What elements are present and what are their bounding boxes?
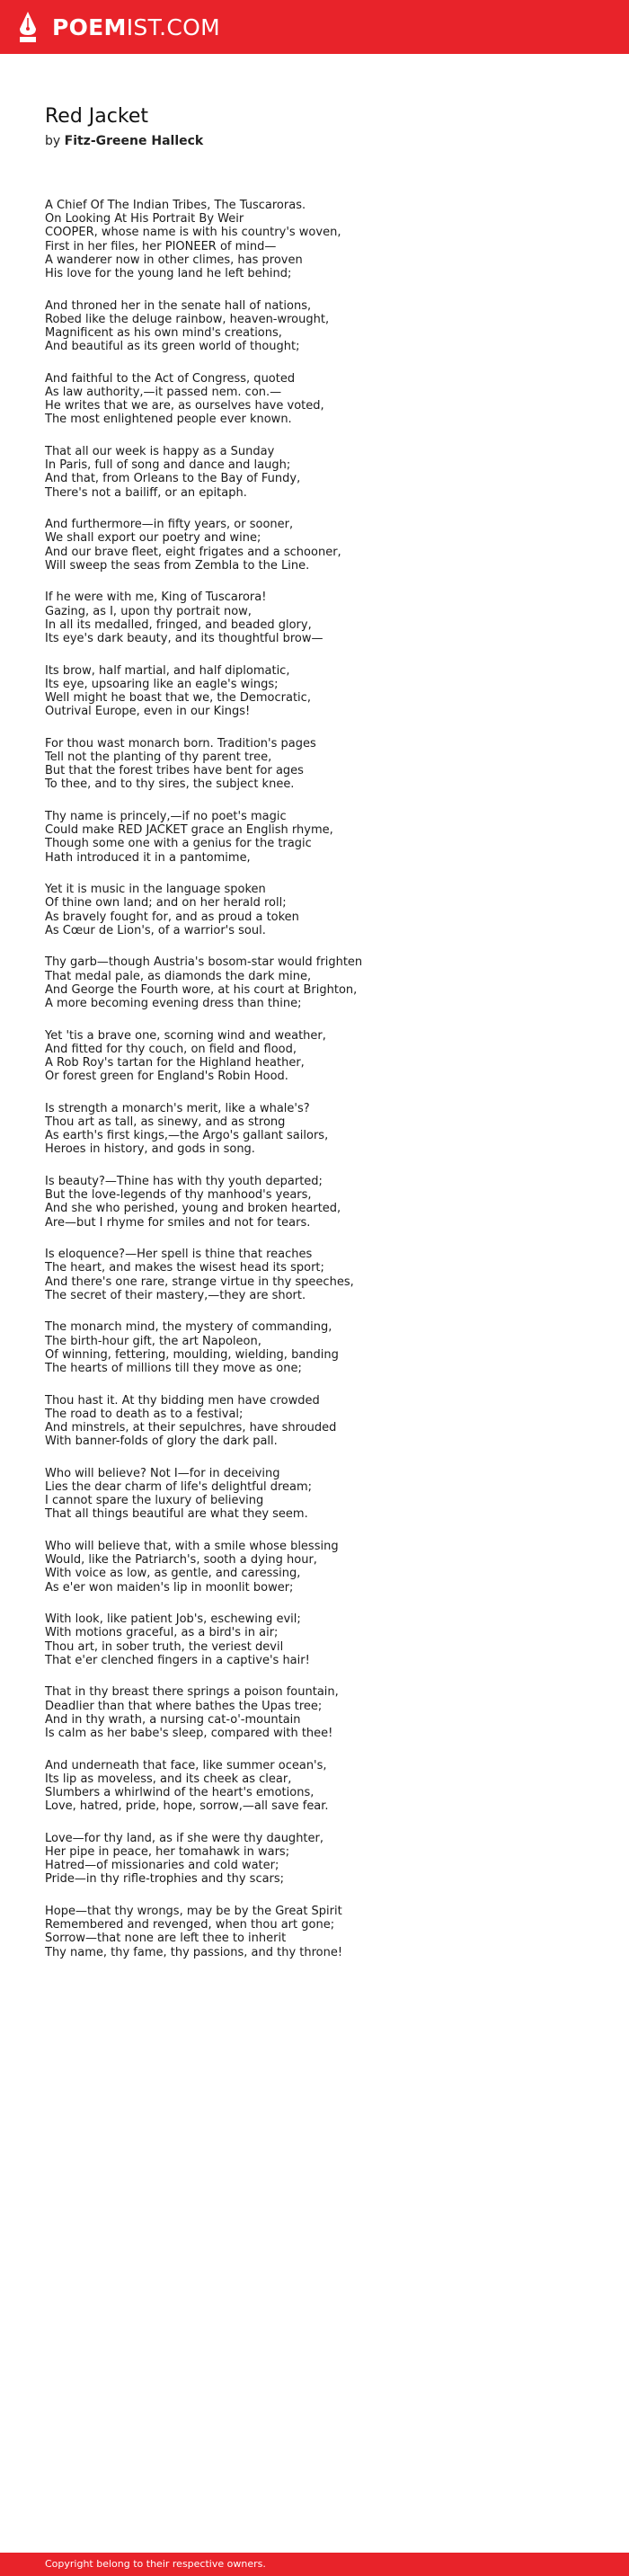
poem-header	[45, 103, 602, 150]
poem-line: A Rob Roy's tartan for the Highland heather,	[45, 1056, 305, 1070]
poem-line: As law authority,—it passed nem. con.—	[45, 386, 282, 400]
poem-line: Thou art as tall, as sinewy, and as strong	[45, 1115, 286, 1130]
poem-line: Lies the dear charm of life's delightful dream;	[45, 1480, 313, 1495]
poem-line: Hope—that thy wrongs, may be by the Great Spirit	[45, 1905, 342, 1919]
poem-stanza	[45, 883, 602, 937]
poem-line: But that the forest tribes have bent for ages	[45, 764, 304, 778]
poem-stanza	[45, 1540, 602, 1594]
poem-line: Remembered and revenged, when thou art gone;	[45, 1918, 335, 1932]
poem-line: Love, hatred, pride, hope, sorrow,—all save fear.	[45, 1799, 329, 1814]
quill-pen-icon	[16, 11, 40, 43]
poem-stanza	[45, 199, 602, 280]
poem-body	[45, 199, 602, 1959]
poem-line: To thee, and to thy sires, the subject knee.	[45, 777, 295, 792]
poem-line: In all its medalled, fringed, and beaded glory,	[45, 617, 312, 632]
poem-line: Could make RED JACKET grace an English rhyme,	[45, 823, 333, 838]
poem-line: His love for the young land he left behind;	[45, 267, 292, 281]
poem-line: Who will believe that, with a smile whose blessing	[45, 1540, 339, 1554]
poem-line: Outrival Europe, even in our Kings!	[45, 705, 251, 719]
poem-line: Love—for thy land, as if she were thy daughter,	[45, 1831, 324, 1845]
poem-line: With motions graceful, as a bird's in air;	[45, 1626, 279, 1640]
poem-line: As Cœur de Lion's, of a warrior's soul.	[45, 923, 266, 937]
poem-stanza	[45, 1685, 602, 1740]
poem-line: Though some one with a genius for the tragic	[45, 837, 312, 851]
poem-line: We shall export our poetry and wine;	[45, 531, 261, 546]
poem-line: For thou wast monarch born. Tradition's pages	[45, 736, 316, 751]
poem-line: The birth-hour gift, the art Napoleon,	[45, 1334, 261, 1348]
poem-line: That e'er clenched fingers in a captive's hair!	[45, 1653, 310, 1667]
poem-stanza	[45, 1394, 602, 1449]
poem-line: With look, like patient Job's, eschewing evil;	[45, 1612, 301, 1627]
poem-line: Thy name, thy fame, thy passions, and thy throne!	[45, 1945, 343, 1959]
poem-line: And that, from Orleans to the Bay of Fundy,	[45, 472, 301, 486]
poem-line: A wanderer now in other climes, has proven	[45, 253, 303, 267]
byline-prefix: by	[45, 134, 61, 148]
poem-line: Yet 'tis a brave one, scorning wind and weather,	[45, 1028, 326, 1043]
poem-line: Slumbers a whirlwind of the heart's emotions,	[45, 1786, 314, 1800]
poem-line: With banner-folds of glory the dark pall.	[45, 1435, 278, 1449]
site-logo-link[interactable]	[16, 11, 220, 43]
poem-line: Its brow, half martial, and half diplomatic,	[45, 663, 290, 678]
poem-line: Thou hast it. At thy bidding men have crowded	[45, 1393, 320, 1408]
poem-stanza	[45, 591, 602, 645]
poem-line: Well might he boast that we, the Democratic,	[45, 691, 311, 706]
poem-line: I cannot spare the luxury of believing	[45, 1494, 264, 1508]
poem-line: Its eye's dark beauty, and its thoughtful brow—	[45, 632, 323, 646]
poem-line: There's not a bailiff, or an epitaph.	[45, 485, 247, 500]
poem-line: And in thy wrath, a nursing cat-o'-mountain	[45, 1712, 301, 1727]
poem-line: Its lip as moveless, and its cheek as clear,	[45, 1772, 292, 1786]
poem-line: Thy garb—though Austria's bosom-star would frighten	[45, 955, 363, 970]
poem-line: And faithful to the Act of Congress, quoted	[45, 371, 296, 386]
poem-stanza	[45, 299, 602, 354]
poem-line: Hath introduced it in a pantomime,	[45, 850, 251, 865]
poem-stanza	[45, 1467, 602, 1522]
poem-line: First in her files, her PIONEER of mind—	[45, 239, 277, 253]
poem-stanza	[45, 1175, 602, 1230]
poem-line: If he were with me, King of Tuscarora!	[45, 591, 267, 605]
poem-line: Are—but I rhyme for smiles and not for tears.	[45, 1215, 311, 1230]
poem-stanza	[45, 1612, 602, 1667]
poem-line: And beautiful as its green world of thought;	[45, 340, 300, 354]
poem-line: He writes that we are, as ourselves have voted,	[45, 399, 324, 413]
poem-line: Who will believe? Not I—for in deceiving	[45, 1466, 280, 1480]
poem-line: That medal pale, as diamonds the dark mine,	[45, 969, 312, 983]
poem-line: As bravely fought for, and as proud a token	[45, 910, 299, 924]
poem-byline	[45, 132, 602, 150]
poem-line: Or forest green for England's Robin Hood.	[45, 1070, 288, 1084]
poem-stanza	[45, 445, 602, 500]
poem-line: Its eye, upsoaring like an eagle's wings;	[45, 677, 279, 691]
author-link[interactable]: Fitz-Greene Halleck	[64, 134, 204, 148]
poem-line: And fitted for thy couch, on field and flood,	[45, 1042, 297, 1056]
poem-line: That all our week is happy as a Sunday	[45, 445, 275, 459]
poem-line: And furthermore—in fifty years, or sooner,	[45, 518, 294, 532]
poem-line: Sorrow—that none are left thee to inherit	[45, 1932, 287, 1946]
poem-stanza	[45, 1759, 602, 1814]
poem-line: As e'er won maiden's lip in moonlit bower;	[45, 1580, 294, 1594]
site-wordmark-light: IST.COM	[126, 13, 221, 40]
poem-line: Is eloquence?—Her spell is thine that reaches	[45, 1248, 313, 1262]
poem-line: Will sweep the seas from Zembla to the Line.	[45, 558, 310, 573]
poem-line: Tell not the planting of thy parent tree,	[45, 751, 272, 765]
poem-line: Would, like the Patriarch's, sooth a dying hour,	[45, 1553, 317, 1568]
site-header	[0, 0, 629, 54]
poem-line: And minstrels, at their sepulchres, have shrouded	[45, 1421, 337, 1435]
poem-stanza	[45, 1832, 602, 1887]
poem-stanza	[45, 1320, 602, 1375]
poem-line: And she who perished, young and broken hearted,	[45, 1202, 341, 1216]
poem-line: Her pipe in peace, her tomahawk in wars;	[45, 1845, 290, 1860]
poem-stanza	[45, 955, 602, 1010]
poem-line: The monarch mind, the mystery of commanding,	[45, 1320, 332, 1335]
poem-line: And underneath that face, like summer ocean's,	[45, 1758, 327, 1772]
poem-line: Yet it is music in the language spoken	[45, 883, 266, 897]
poem-line: Gazing, as I, upon thy portrait now,	[45, 604, 252, 618]
site-wordmark	[52, 14, 220, 40]
poem-line: Magnificent as his own mind's creations,	[45, 326, 282, 341]
poem-stanza	[45, 372, 602, 427]
poem-line: That in thy breast there springs a poison fountain,	[45, 1685, 339, 1700]
site-footer	[0, 2553, 629, 2576]
poem-stanza	[45, 810, 602, 865]
poem-stanza	[45, 1029, 602, 1084]
poem-line: Thy name is princely,—if no poet's magic	[45, 810, 287, 824]
poem-line: And throned her in the senate hall of nations,	[45, 298, 312, 313]
poem-line: Thou art, in sober truth, the veriest devil	[45, 1639, 284, 1654]
poem-line: And there's one rare, strange virtue in thy speeches,	[45, 1275, 354, 1289]
poem-line: The most enlightened people ever known.	[45, 413, 292, 427]
poem-stanza	[45, 518, 602, 573]
poem-line: With voice as low, as gentle, and caressing,	[45, 1567, 301, 1581]
poem-line: The road to death as to a festival;	[45, 1407, 244, 1421]
poem-line: And George the Fourth wore, at his court at Brighton,	[45, 982, 358, 997]
poem-line: That all things beautiful are what they seem.	[45, 1507, 308, 1522]
poem-line: And our brave fleet, eight frigates and a schooner,	[45, 545, 341, 559]
poem-stanza	[45, 737, 602, 792]
poem-line: The secret of their mastery,—they are short.	[45, 1288, 306, 1302]
poem-stanza	[45, 1102, 602, 1157]
poem-line: Robed like the deluge rainbow, heaven-wrought,	[45, 312, 330, 326]
poem-stanza	[45, 1905, 602, 1959]
poem-line: On Looking At His Portrait By Weir	[45, 212, 244, 227]
poem-line: Is beauty?—Thine has with thy youth departed;	[45, 1175, 323, 1189]
poem-line: Heroes in history, and gods in song.	[45, 1142, 255, 1157]
poem-line: The hearts of millions till they move as one;	[45, 1362, 302, 1376]
poem-title: Red Jacket	[45, 105, 148, 128]
poem-line: Is calm as her babe's sleep, compared with thee!	[45, 1727, 333, 1741]
poem-line: A more becoming evening dress than thine;	[45, 997, 302, 1011]
poem-line: Hatred—of missionaries and cold water;	[45, 1859, 279, 1873]
poem-line: COOPER, whose name is with his country's woven,	[45, 226, 341, 240]
poem-line: Pride—in thy rifle-trophies and thy scars;	[45, 1872, 285, 1887]
poem-line: Is strength a monarch's merit, like a whale's?	[45, 1101, 310, 1115]
poem-line: The heart, and makes the wisest head its sport;	[45, 1261, 324, 1275]
poem-line: But the love-legends of thy manhood's years,	[45, 1188, 312, 1203]
copyright-notice: Copyright belong to their respective owners.	[45, 2558, 266, 2570]
poem-line: Of winning, fettering, moulding, wielding, banding	[45, 1347, 339, 1362]
site-wordmark-strong: POEM	[52, 13, 127, 40]
poem-line: Of thine own land; and on her herald roll;	[45, 896, 287, 910]
poem-line: A Chief Of The Indian Tribes, The Tuscaroras.	[45, 199, 306, 212]
poem-stanza	[45, 664, 602, 719]
poem-line: Deadlier than that where bathes the Upas tree;	[45, 1699, 323, 1713]
poem-stanza	[45, 1248, 602, 1302]
poem-line: In Paris, full of song and dance and laugh;	[45, 458, 291, 473]
poem-line: As earth's first kings,—the Argo's gallant sailors,	[45, 1129, 329, 1143]
